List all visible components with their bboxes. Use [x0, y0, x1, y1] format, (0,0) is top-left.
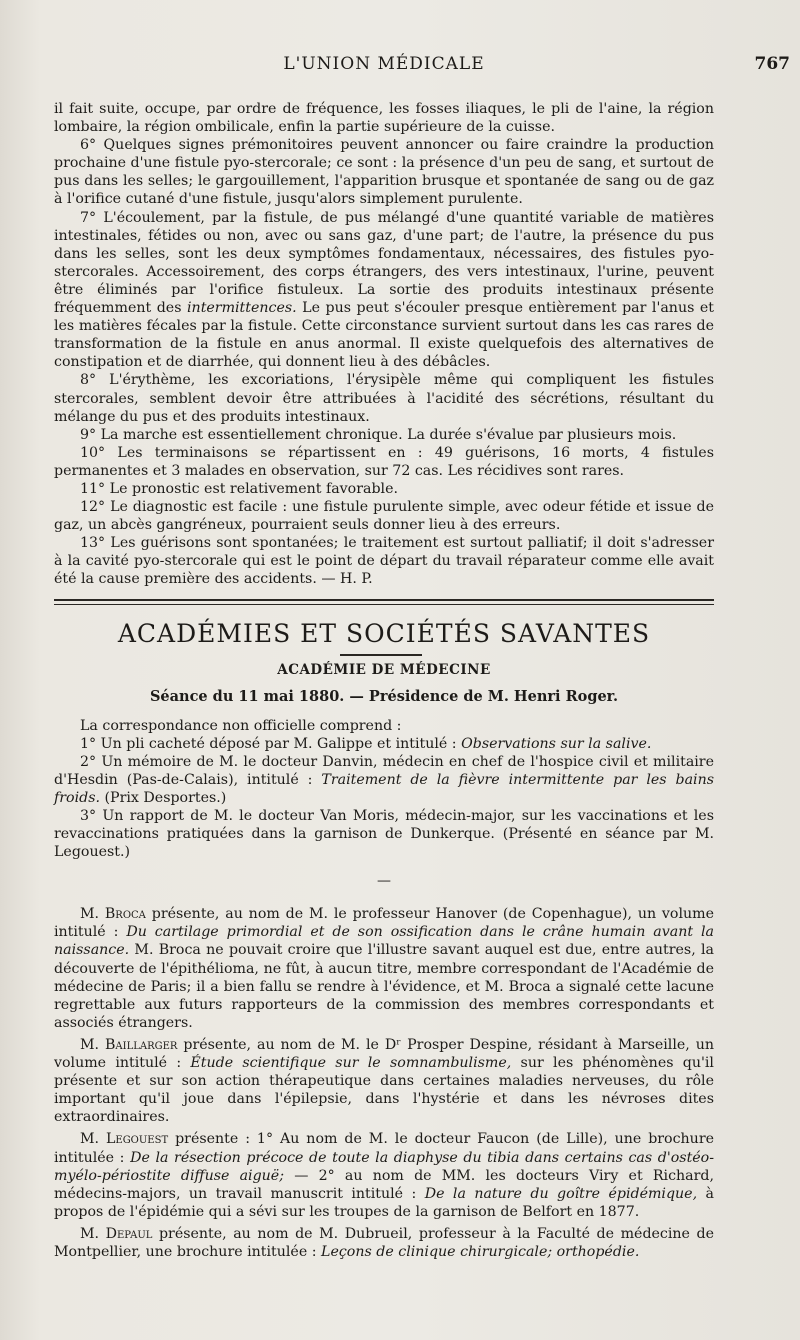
running-header [54, 0, 790, 100]
presentation-depaul [54, 1225, 714, 1261]
title-underline [340, 654, 422, 656]
paragraph-continuation: il fait suite, occupe, par ordre de fréquence, les fosses iliaques, le pli de l'aine, la région lombaire, la région ombilicale, enfin la partie supérieure de la cuisse. [54, 101, 714, 136]
presentation-baillarger [54, 1036, 714, 1126]
paragraph-6: 6° Quelques signes prémonitoires peuvent annoncer ou faire craindre la production prochaine d'une fistule pyo-stercorale; ce sont : la présence d'un peu de sang, et surtout de pus dans les selles; le gargouillement, l'apparition brusque et spontanée de sang ou de gaz à l'orifice cutané d'une fistule, jusqu'alors simplement purulente. [54, 137, 714, 208]
speaker-name: M. Baillarger [80, 1036, 178, 1053]
presentation-text: présente : 1° Au nom de M. le docteur Faucon (de Lille), une brochure intitulée : [54, 1131, 714, 1166]
speaker-name: M. Broca [80, 906, 146, 923]
paragraph-10: 10° Les terminaisons se répartissent en : 49 guérisons, 16 morts, 4 fistules permanentes et 3 malades en observation, sur 72 cas. Les récidives sont rares. [54, 444, 714, 479]
paragraph-9: 9° La marche est essentiellement chronique. La durée s'évalue par plusieurs mois. [80, 426, 677, 443]
speaker-name: M. Legouest [80, 1131, 169, 1148]
presentation-title: Du cartilage primordial et de son ossification dans le crâne humain avant la naissance. [54, 924, 714, 959]
separator-dash: — [377, 873, 391, 890]
presentation-text-end: à propos de l'épidémie qui a sévi sur les troupes de la garnison de Belfort en 1877. [54, 1185, 714, 1220]
correspondence-item-1-text: 1° Un pli cacheté déposé par M. Galippe et intitulé : [80, 735, 457, 752]
paragraph-7 [54, 209, 714, 372]
page-number: 767 [754, 54, 790, 74]
presentation-broca [54, 905, 714, 1032]
paragraph-12: 12° Le diagnostic est facile : une fistule purulente simple, avec odeur fétide et issue de gaz, un abcès gangréneux, pourraient seuls donner lieu à des erreurs. [54, 499, 714, 534]
paragraph-7-text: 7° L'écoulement, par la fistule, de pus mélangé d'une quantité variable de matières intestinales, fétides ou non, avec ou sans gaz, d'une part; de l'autre, la présence du pus dans les selles, sont les deux symptômes fondamentaux, nécessaires, des fistules pyo-stercorales. Accessoirement, des corps étrangers, des vers intestinaux, l'urine, peuvent être éliminés par l'orifice fistuleux. La sortie des produits intestinaux présente fréquemment des [54, 209, 714, 317]
paragraph-7-text-end: Le pus peut s'écouler presque entièrement par l'anus et les matières fécales par la fistule. Cette circonstance survient surtout dans les cas rares de transformation de la fistule en anus anormal. Il existe quelquefois des alternatives de constipation et de diarrhée, qui donnent lieu à des débâcles. [54, 300, 714, 371]
correspondence-item-3: 3° Un rapport de M. le docteur Van Moris, médecin-major, sur les vaccinations et les revaccinations pratiquées dans la garnison de Dunkerque. (Présenté en séance par M. Legouest.) [54, 808, 714, 861]
presentation-text: présente, au nom de M. Dubrueil, professeur à la Faculté de médecine de Montpellier, une brochure intitulée : [54, 1225, 714, 1260]
presentation-legouest [54, 1130, 714, 1220]
correspondence-item-2-text: 2° Un mémoire de M. le docteur Danvin, médecin en chef de l'hospice civil et militaire d'Hesdin (Pas-de-Calais), intitulé : [54, 753, 714, 788]
section-title: ACADÉMIES ET SOCIÉTÉS SAVANTES [117, 618, 651, 648]
presentation-text: présente, au nom de M. le professeur Hanover (de Copenhague), un volume intitulé : [54, 906, 715, 941]
correspondence-item-1-title: Observations sur la salive. [461, 735, 652, 752]
paragraph-11: 11° Le pronostic est relativement favorable. [80, 480, 398, 497]
paragraph-13: 13° Les guérisons sont spontanées; le traitement est surtout palliatif; il doit s'adresser à la cavité pyo-stercorale qui est le point de départ du travail réparateur comme elle avait été la cause première des accidents. — H. P. [54, 535, 714, 588]
presentation-text-middle: — 2° au nom de MM. les docteurs Viry et Richard, médecins-majors, un travail manuscrit intitulé : [54, 1167, 714, 1202]
academy-heading: ACADÉMIE DE MÉDECINE [277, 661, 491, 678]
presentation-text-end: sur les phénomènes qu'il présente et sur son action thérapeutique dans certaines maladies nerveuses, du rôle important qu'il joue dans l'épilepsie, dans l'hystérie et dans les névroses dites extraordinaires. [54, 1055, 714, 1126]
presentation-text: présente, au nom de M. le Dʳ Prosper Despine, résidant à Marseille, un volume intitulé : [54, 1036, 715, 1072]
correspondence-item-2-note: (Prix Desportes.) [104, 789, 227, 806]
article-continuation [54, 100, 714, 589]
running-title: L'UNION MÉDICALE [283, 54, 485, 74]
correspondence-item-2 [54, 753, 714, 807]
presentation-title-2: De la nature du goître épidémique, [424, 1185, 698, 1202]
section-divider [54, 599, 714, 605]
presentation-title-1: De la résection précoce de toute la diaphyse du tibia dans certains cas d'ostéo-myélo-périostite diffuse aiguë; [54, 1149, 715, 1184]
paragraph-7-emphasis: intermittences. [187, 300, 297, 317]
presentation-text-end: M. Broca ne pouvait croire que l'illustre savant auquel est due, entre autres, la découverte de l'épithélioma, ne fût, à aucun titre, membre correspondant de l'Académie de médecine de Paris; il a bien fallu se rendre à l'évidence, et M. Broca a signalé cette lacune regrettable aux futurs rapporteurs de la commission des membres correspondants et associés étrangers. [54, 942, 714, 1031]
session-line: Séance du 11 mai 1880. — Présidence de M. Henri Roger. [149, 687, 619, 705]
speaker-name: M. Depaul [80, 1225, 153, 1242]
correspondence-item-1 [54, 735, 714, 753]
academy-report [54, 717, 714, 1262]
paragraph-8: 8° L'érythème, les excoriations, l'érysipèle même qui compliquent les fistules stercorales, semblent devoir être attribuées à l'acidité des sécrétions, résultant du mélange du pus et des produits intestinaux. [54, 372, 714, 425]
presentation-title: Leçons de clinique chirurgicale; orthopédie. [321, 1243, 640, 1260]
presentation-title: Étude scientifique sur le somnambulisme, [190, 1055, 512, 1072]
correspondence-item-2-title: Traitement de la fièvre intermittente par les bains froids. [54, 771, 714, 806]
correspondence-intro: La correspondance non officielle comprend : [80, 717, 402, 734]
